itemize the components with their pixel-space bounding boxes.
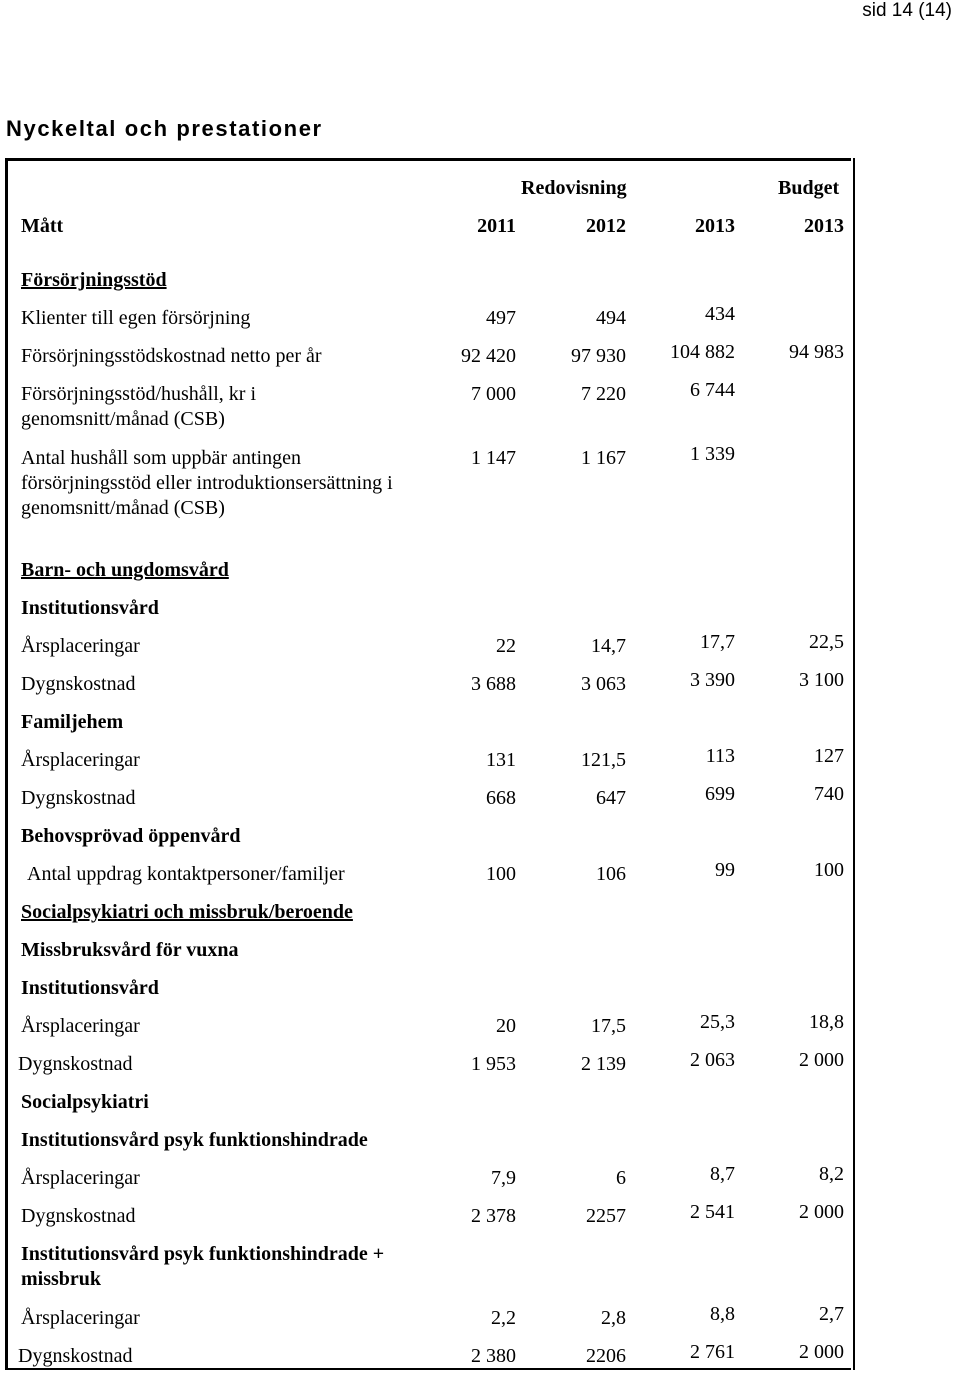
value-v2013: 2 541 — [690, 1201, 735, 1223]
value-v2012: 14,7 — [591, 635, 626, 657]
value-vbud: 2 000 — [799, 1341, 844, 1363]
value-v2011: 22 — [496, 635, 516, 657]
value-v2013: 2 761 — [690, 1341, 735, 1363]
value-v2012: 6 — [616, 1167, 626, 1189]
value-vbud: 100 — [814, 859, 844, 881]
value-v2011: 131 — [486, 749, 516, 771]
value-v2013: 3 390 — [690, 669, 735, 691]
value-v2011: 1 953 — [471, 1053, 516, 1075]
col-header-budget-2013: 2013 — [804, 215, 844, 237]
value-v2013: 113 — [705, 745, 735, 767]
value-vbud: 18,8 — [809, 1011, 844, 1033]
value-v2012: 3 063 — [581, 673, 626, 695]
value-v2013: 25,3 — [700, 1011, 735, 1033]
value-v2013: 8,7 — [710, 1163, 735, 1185]
row-label: Årsplaceringar — [21, 1015, 140, 1037]
value-vbud: 94 983 — [789, 341, 844, 363]
value-v2011: 2,2 — [491, 1307, 516, 1329]
value-vbud: 3 100 — [799, 669, 844, 691]
value-v2013: 104 882 — [670, 341, 735, 363]
section-label: Institutionsvård psyk funktionshindrade — [21, 1129, 368, 1151]
row-label: Försörjningsstöd/hushåll, kr i genomsnitt/månad (CSB) — [21, 383, 257, 430]
row-label: Årsplaceringar — [21, 1167, 140, 1189]
row-label: Klienter till egen försörjning — [21, 307, 251, 329]
value-v2013: 99 — [715, 859, 735, 881]
row-label: Dygnskostnad — [21, 1205, 136, 1227]
section-label: Institutionsvård psyk funktionshindrade + missbruk — [21, 1243, 385, 1290]
row-label: Försörjningsstödskostnad netto per år — [21, 345, 322, 367]
value-v2013: 434 — [705, 303, 735, 325]
value-v2012: 647 — [596, 787, 626, 809]
section-label: Missbruksvård för vuxna — [21, 939, 239, 961]
row-label: Årsplaceringar — [21, 749, 140, 771]
value-v2012: 2,8 — [601, 1307, 626, 1329]
row-label: Årsplaceringar — [21, 635, 140, 657]
value-vbud: 127 — [814, 745, 844, 767]
value-v2012: 494 — [596, 307, 626, 329]
row-label: Dygnskostnad — [18, 1345, 133, 1367]
value-vbud: 2 000 — [799, 1049, 844, 1071]
value-v2013: 8,8 — [710, 1303, 735, 1325]
col-header-2013: 2013 — [695, 215, 735, 237]
page-title: Nyckeltal och prestationer — [6, 116, 323, 141]
value-v2011: 1 147 — [471, 447, 516, 469]
value-v2012: 2206 — [586, 1345, 626, 1367]
value-v2011: 668 — [486, 787, 516, 809]
row-label: Antal hushåll som uppbär antingen försörjningsstöd eller introduktionsersättning i genomsnitt/månad (CSB) — [21, 447, 393, 519]
value-vbud: 8,2 — [819, 1163, 844, 1185]
value-v2011: 92 420 — [461, 345, 516, 367]
value-v2012: 121,5 — [581, 749, 626, 771]
row-label: Dygnskostnad — [21, 673, 136, 695]
section-label: Försörjningsstöd — [21, 269, 167, 291]
value-v2011: 497 — [486, 307, 516, 329]
col-header-2011: 2011 — [477, 215, 516, 237]
value-vbud: 2,7 — [819, 1303, 844, 1325]
value-v2012: 106 — [596, 863, 626, 885]
value-vbud: 740 — [814, 783, 844, 805]
row-label: Antal uppdrag kontaktpersoner/familjer — [27, 863, 345, 885]
value-v2012: 97 930 — [571, 345, 626, 367]
value-v2011: 2 378 — [471, 1205, 516, 1227]
value-v2011: 3 688 — [471, 673, 516, 695]
value-v2013: 2 063 — [690, 1049, 735, 1071]
value-v2012: 2257 — [586, 1205, 626, 1227]
row-label: Dygnskostnad — [21, 787, 136, 809]
section-label: Barn- och ungdomsvård — [21, 559, 229, 581]
section-label: Institutionsvård — [21, 977, 159, 999]
row-label: Årsplaceringar — [21, 1307, 140, 1329]
value-v2011: 2 380 — [471, 1345, 516, 1367]
col-header-2012: 2012 — [586, 215, 626, 237]
value-v2011: 7,9 — [491, 1167, 516, 1189]
value-v2011: 100 — [486, 863, 516, 885]
section-label: Behovsprövad öppenvård — [21, 825, 241, 847]
value-v2013: 699 — [705, 783, 735, 805]
value-v2013: 6 744 — [690, 379, 735, 401]
section-label: Familjehem — [21, 711, 124, 733]
value-vbud: 2 000 — [799, 1201, 844, 1223]
section-label: Socialpsykiatri — [21, 1091, 149, 1113]
section-label: Institutionsvård — [21, 597, 159, 619]
page-number: sid 14 (14) — [862, 0, 952, 21]
value-v2011: 7 000 — [471, 383, 516, 405]
value-v2013: 17,7 — [700, 631, 735, 653]
value-v2012: 17,5 — [591, 1015, 626, 1037]
value-v2011: 20 — [496, 1015, 516, 1037]
section-label: Socialpsykiatri och missbruk/beroende — [21, 901, 353, 923]
value-v2012: 2 139 — [581, 1053, 626, 1075]
group-header-budget: Budget — [778, 177, 840, 199]
group-header-redovisning: Redovisning — [521, 177, 627, 199]
value-vbud: 22,5 — [809, 631, 844, 653]
col-header-matt: Mått — [21, 215, 64, 237]
value-v2013: 1 339 — [690, 443, 735, 465]
row-label: Dygnskostnad — [18, 1053, 133, 1075]
value-v2012: 7 220 — [581, 383, 626, 405]
value-v2012: 1 167 — [581, 447, 626, 469]
